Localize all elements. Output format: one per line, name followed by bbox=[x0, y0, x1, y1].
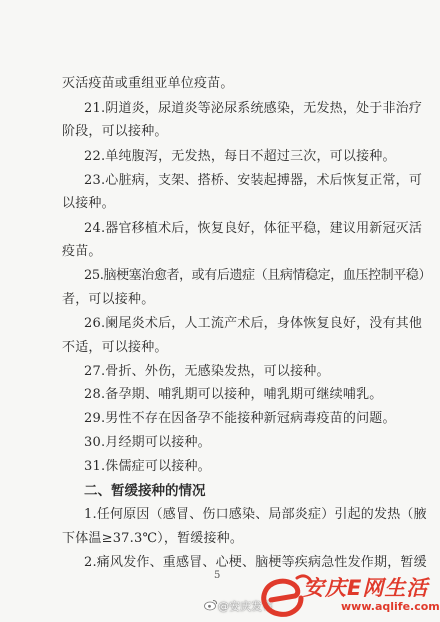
text-line: 1.任何原因（感冒、伤口感染、局部炎症）引起的发热（腋 bbox=[84, 507, 427, 522]
text-line: 2.痛风发作、重感冒、心梗、脑梗等疾病急性发作期，暂缓 bbox=[84, 555, 427, 570]
text-line: 25.脑梗塞治愈者，或有后遗症（且病情稳定，血压控制平稳） bbox=[84, 268, 432, 283]
text-line: 27.骨折、外伤，无感染发热，可以接种。 bbox=[84, 364, 330, 379]
text-line: 不适，可以接种。 bbox=[62, 340, 168, 355]
section-heading: 二、暂缓接种的情况 bbox=[84, 483, 206, 499]
text-line: 31.侏儒症可以接种。 bbox=[84, 459, 211, 474]
page-number: 5 bbox=[214, 570, 221, 581]
text-line: 21.阴道炎，尿道炎等泌尿系统感染，无发热，处于非治疗 bbox=[84, 101, 423, 116]
weibo-watermark: @安庆发布 bbox=[218, 600, 273, 613]
text-line: 28.备孕期、哺乳期可以接种，哺乳期可继续哺乳。 bbox=[84, 387, 383, 402]
text-line: 灭活疫苗或重组亚单位疫苗。 bbox=[62, 76, 234, 91]
text-line: 22.单纯腹泻，无发热，每日不超过三次，可以接种。 bbox=[84, 149, 396, 164]
text-line: 者，可以接种。 bbox=[62, 292, 155, 307]
text-line: 30.月经期可以接种。 bbox=[84, 435, 211, 450]
text-line: 以接种。 bbox=[62, 196, 115, 211]
logo-text: 安庆E网生活 bbox=[303, 576, 429, 600]
weibo-icon bbox=[204, 598, 218, 612]
text-line: 23.心脏病，支架、搭桥、安装起搏器，术后恢复正常，可 bbox=[84, 173, 423, 188]
text-line: 29.男性不存在因备孕不能接种新冠病毒疫苗的问题。 bbox=[84, 411, 396, 426]
text-line: 阶段，可以接种。 bbox=[62, 124, 168, 139]
text-line: 24.器官移植术后，恢复良好，体征平稳，建议用新冠灭活 bbox=[84, 221, 423, 236]
text-line: 下体温≥37.3℃），暂缓接种。 bbox=[62, 531, 244, 546]
text-line: 疫苗。 bbox=[62, 244, 102, 259]
site-logo bbox=[255, 568, 440, 620]
text-line: 26.阑尾炎术后，人工流产术后，身体恢复良好，没有其他 bbox=[84, 316, 423, 331]
logo-url: www.aqlife.com bbox=[341, 600, 440, 613]
